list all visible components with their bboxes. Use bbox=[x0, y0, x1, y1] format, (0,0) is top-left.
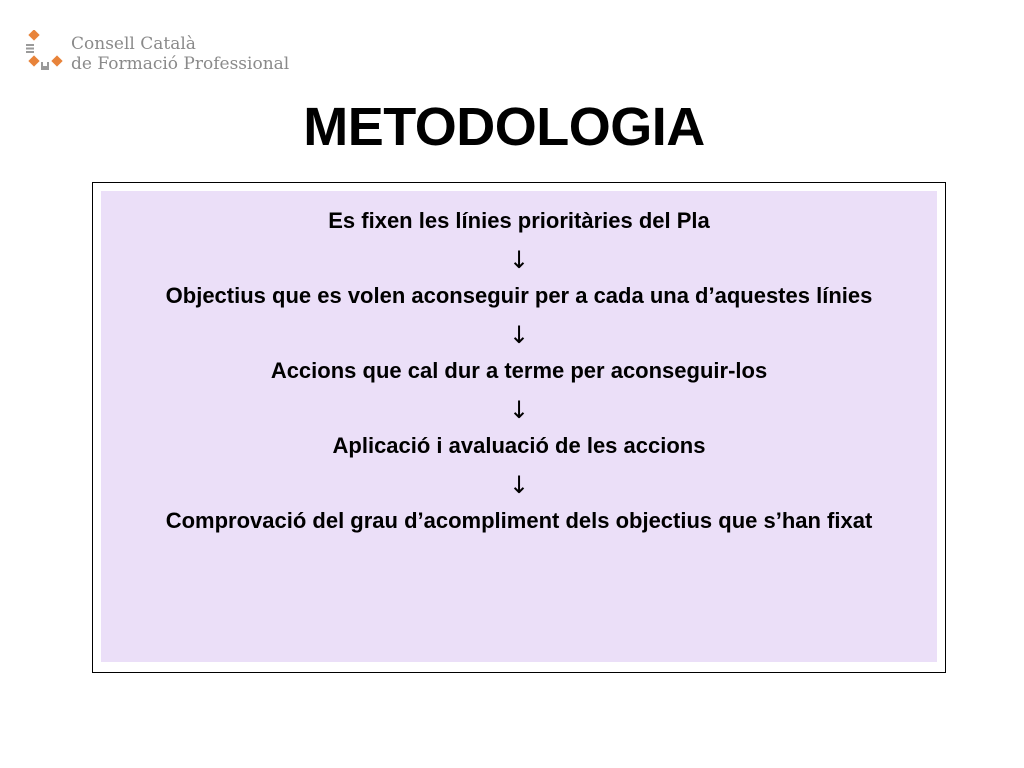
logo-line-1: Consell Català bbox=[71, 34, 196, 54]
methodology-box bbox=[92, 182, 946, 673]
logo-line-2: de Formació Professional bbox=[71, 54, 290, 74]
page-title: METODOLOGIA bbox=[303, 97, 705, 157]
methodology-steps bbox=[101, 191, 937, 662]
step-1: Es fixen les línies prioritàries del Pla bbox=[328, 208, 710, 233]
logo-mark-icon bbox=[24, 30, 68, 74]
down-arrow-icon: ↓ bbox=[508, 396, 530, 424]
step-4: Aplicació i avaluació de les accions bbox=[332, 433, 706, 458]
logo-text bbox=[71, 34, 289, 74]
step-3: Accions que cal dur a terme per aconseguir-los bbox=[270, 358, 768, 383]
down-arrow-icon: ↓ bbox=[508, 471, 530, 499]
step-2: Objectius que es volen aconseguir per a cada una d’aquestes línies bbox=[165, 283, 873, 308]
down-arrow-icon: ↓ bbox=[508, 321, 530, 349]
logo bbox=[24, 30, 314, 76]
down-arrow-icon: ↓ bbox=[508, 246, 530, 274]
step-5: Comprovació del grau d’acompliment dels objectius que s’han fixat bbox=[165, 508, 873, 533]
